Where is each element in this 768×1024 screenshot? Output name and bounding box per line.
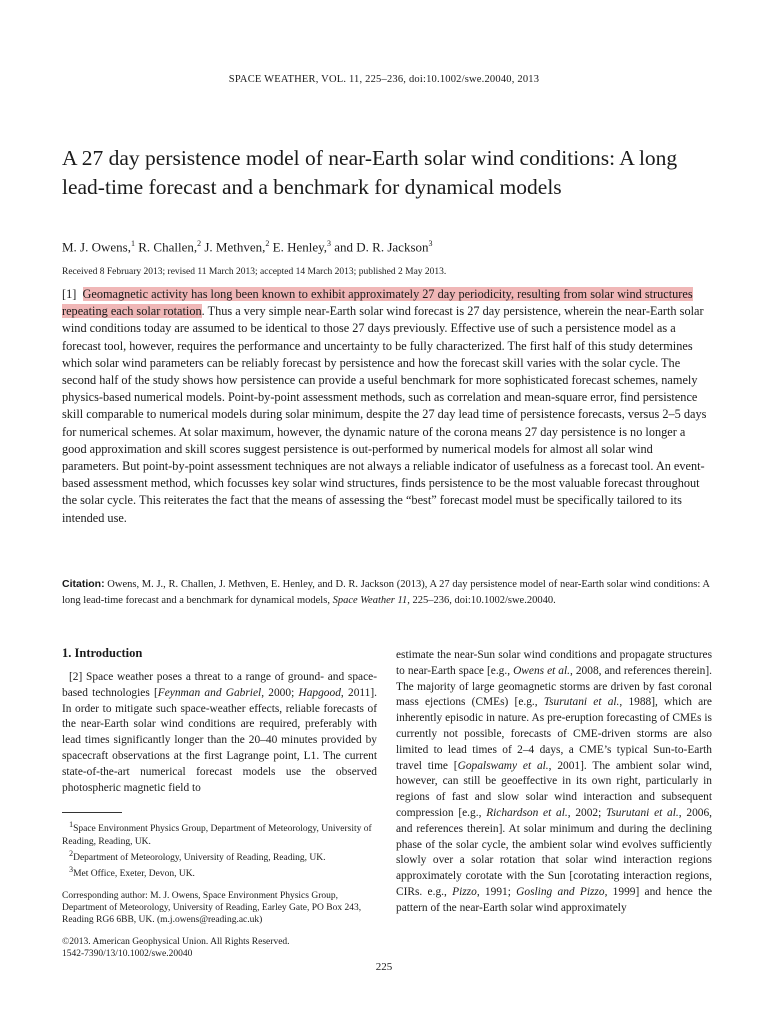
- intro-paragraph: [62, 670, 377, 796]
- citation-pages: , 225–236, doi:10.1002/swe.20040.: [407, 595, 556, 606]
- citation-label: Citation:: [62, 578, 105, 590]
- paragraph-marker: [2]: [69, 671, 83, 683]
- author: J. Methven,: [204, 239, 266, 255]
- right-column: [396, 648, 712, 917]
- affiliation: $^3$Met Office, Exeter, Devon, UK.: [69, 864, 195, 879]
- page-number: 225: [375, 961, 393, 973]
- copyright-block: [62, 936, 377, 960]
- corresponding-author: Corresponding author: M. J. Owens, Space Environment Physics Group, Department of Meteorology, University of Reading, Earley Gate, PO Box 243, Reading RG6 6BB, UK. (m.j.owens@reading.ac.uk): [62, 890, 362, 925]
- author: R. Challen,: [138, 239, 198, 255]
- affiliation-mark: 1: [130, 239, 135, 248]
- intro-text-right: estimate the near-Sun solar wind conditions and propagate structures to near-Earth space [e.g., Owens et al., 2008, and references therein]. The majority of large geomagnetic storms are driven by fast coronal mass ejections (CMEs) [e.g., Tsurutani et al., 1988], which are inherently episodic in nature. As pre-eruption forecasting of CMEs is currently not possible, forecasts of CME-driven storms are also limited to lead times of 2–4 days, a CME’s typical Sun-to-Earth travel time [Gopalswamy et al., 2001]. The ambient solar wind, however, can still be geoeffective in its own right, particularly in regions of fast and slow solar wind interaction and subsequent compression [e.g., Richardson et al., 2002; Tsurutani et al., 2006, and references therein]. At solar minimum and during the declining phase of the solar cycle, the ambient solar wind evolves sufficiently slowly over a solar rotation that solar wind interaction regions approximately corotate with the Sun [corotating interaction regions, CIRs. e.g., Pizzo, 1991; Gosling and Pizzo, 1999] and hence the pattern of the near-Earth solar wind approximately: [396, 649, 713, 914]
- affiliation: $^2$Department of Meteorology, University of Reading, Reading, UK.: [69, 848, 326, 863]
- received-dates: Received 8 February 2013; revised 11 March 2013; accepted 14 March 2013; published 2 May 2013.: [62, 267, 447, 277]
- author: and D. R. Jackson: [334, 239, 429, 255]
- affiliation-mark: 3: [327, 239, 332, 248]
- author: M. J. Owens,: [62, 239, 131, 255]
- affiliation-mark: 3: [428, 239, 433, 248]
- left-column: [62, 646, 377, 970]
- affiliation: $^1$Space Environment Physics Group, Department of Meteorology, University of Reading, Reading, UK.: [62, 820, 372, 847]
- section-heading: 1. Introduction: [62, 646, 143, 660]
- author: E. Henley,: [272, 239, 328, 255]
- paragraph-marker: [1]: [62, 287, 77, 301]
- footnotes: [62, 812, 377, 959]
- highlighted-text[interactable]: Geomagnetic activity has long been known to exhibit approximately 27 day periodicity, resulting from solar wind structures repeating each solar rotation: [62, 287, 693, 319]
- citation-text: Owens, M. J., R. Challen, J. Methven, E. Henley, and D. R. Jackson (2013), A 27 day persistence model of near-Earth solar wind conditions: A long lead-time forecast and a benchmark for dynamical models,: [62, 579, 711, 606]
- author-list: [62, 239, 702, 255]
- affiliation-mark: 2: [197, 239, 202, 248]
- citation-volume: 11: [397, 595, 408, 606]
- abstract-text: . Thus a very simple near-Earth solar wind forecast is 27 day persistence, wherein the near-Earth solar wind conditions today are assumed to be identical to those 27 days previously. Effective use of such a persistence model as a forecast tool, however, requires the performance and uncertainty to be fully characterized. The first half of this study determines which solar wind parameters can be reliably forecast by persistence and how the forecast skill varies with the solar cycle. The second half of the study shows how persistence can provide a useful benchmark for more sophisticated forecast schemes, namely physics-based numerical models. Point-by-point assessment methods, such as correlation and mean-square error, find persistence skill comparable to numerical models during solar minimum, despite the 27 day lead time of persistence forecasts, versus 2–5 days for numerical schemes. At solar maximum, however, the dynamic nature of the corona means 27 day persistence is no longer a good approximation and skill scores suggest persistence is out-performed by numerical models for almost all solar wind parameters. But point-by-point assessment techniques are not always a reliable indicator of usefulness as a forecast tool. An event-based assessment method, which focusses key solar wind structures, finds persistence to be the most valuable forecast throughout the solar cycle. This reiterates the fact that the means of assessing the “best” forecast model must be specifically tailored to its intended use.: [62, 304, 707, 525]
- intro-text-left: Space weather poses a threat to a range of ground- and space-based technologies [Feynman and Gabriel, 2000; Hapgood, 2011]. In order to mitigate such space-weather effects, reliable forecasts of the near-Earth solar wind conditions are required, preferably with lead times significantly longer than the 20–40 minutes provided by spacecraft observations at the first Lagrange point, L1. The current state-of-the-art numerical forecast models use the observed photospheric magnetic field to: [62, 671, 377, 794]
- affiliations: [62, 819, 377, 879]
- footnote-rule: [62, 812, 122, 813]
- article-title: A 27 day persistence model of near-Earth solar wind conditions: A long lead-time forecast and a benchmark for dynamical models: [62, 146, 678, 199]
- affiliation-mark: 2: [265, 239, 270, 248]
- issn: 1542-7390/13/10.1002/swe.20040: [62, 948, 193, 959]
- citation-block: [62, 576, 710, 609]
- abstract: [62, 286, 710, 527]
- copyright: ©2013. American Geophysical Union. All Rights Reserved.: [62, 936, 290, 947]
- citation-journal: Space Weather: [332, 595, 395, 606]
- journal-header: SPACE WEATHER, VOL. 11, 225–236, doi:10.1002/swe.20040, 2013: [228, 74, 540, 85]
